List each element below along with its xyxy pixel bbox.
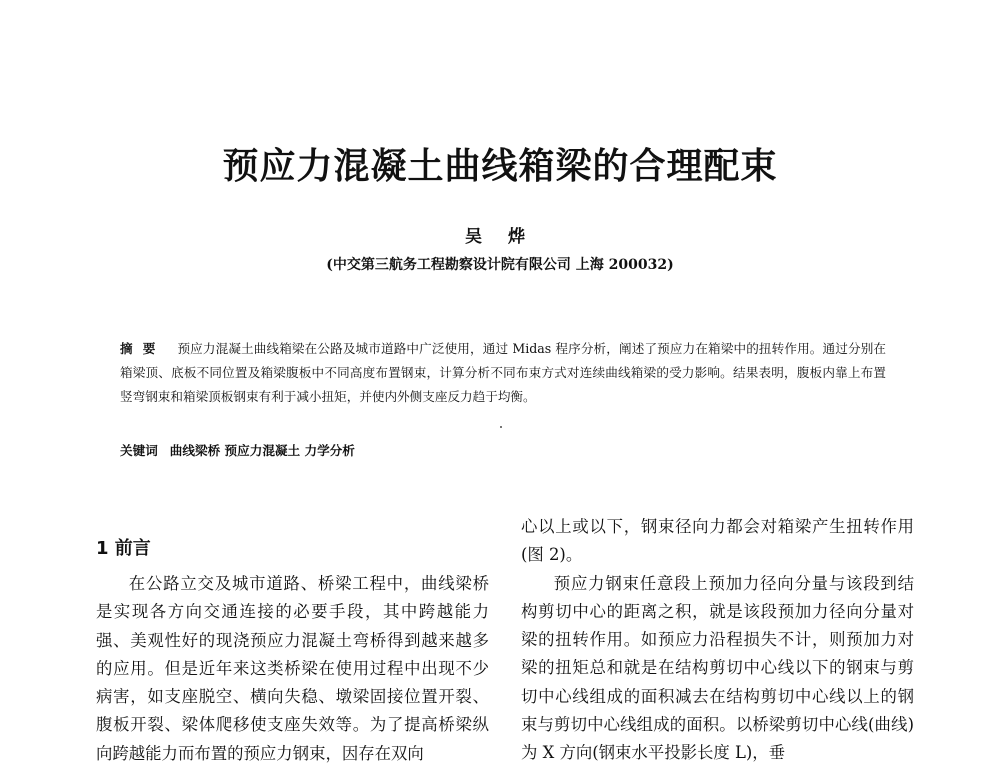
author-name: 吴 烨 xyxy=(465,227,535,247)
abstract-text: 预应力混凝土曲线箱梁在公路及城市道路中广泛使用，通过 Midas 程序分析，阐述了预应力在箱梁中的扭转作用。通过分别在箱梁顶、底板不同位置及箱梁腹板中不同高度布置钢束，计算分析不同布束方式对连续曲线箱梁的受力影响。结果表明，腹板内靠上布置竖弯钢束和箱梁顶板钢束有利于减小扭矩，并使内外侧支座反力趋于均衡。 xyxy=(120,341,887,404)
body-paragraph: 在公路立交及城市道路、桥梁工程中，曲线梁桥是实现各方向交通连接的必要手段，其中跨越能力强、美观性好的现浇预应力混凝土弯桥得到越来越多的应用。但是近年来这类桥梁在使用过程中出现不少病害，如支座脱空、横向失稳、墩梁固接位置开裂、腹板开裂、梁体爬移使支座失效等。为了提高桥梁纵向跨越能力而布置的预应力钢束，因存在双向 xyxy=(96,574,489,763)
keywords-text: 曲线梁桥 预应力混凝土 力学分析 xyxy=(169,443,355,458)
scan-dot xyxy=(500,426,502,428)
keywords-label: 关键词 xyxy=(120,443,158,458)
author-affiliation: (中交第三航务工程勘察设计院有限公司 上海 200032) xyxy=(326,257,674,273)
paper-title: 预应力混凝土曲线箱梁的合理配束 xyxy=(222,145,778,187)
keywords xyxy=(120,440,886,459)
abstract xyxy=(120,337,886,409)
body-paragraph: 预应力钢束任意段上预加力径向分量与该段到结构剪切中心的距离之积，就是该段预加力径向分量对梁的扭转作用。如预应力沿程损失不计，则预加力对梁的扭矩总和就是在结构剪切中心线以下的钢束与剪切中心线组成的面积减去在结构剪切中心线以上的钢束与剪切中心线组成的面积。以桥梁剪切中心线(曲线)为 X 方向(钢束水平投影长度 L)，垂 xyxy=(521,573,914,763)
body-column-left xyxy=(96,570,489,768)
section-heading: 1 前言 xyxy=(96,538,151,559)
body-column-right xyxy=(521,513,914,768)
abstract-label: 摘要 xyxy=(120,341,166,356)
body-paragraph: 心以上或以下，钢束径向力都会对箱梁产生扭转作用(图 2)。 xyxy=(521,517,914,565)
